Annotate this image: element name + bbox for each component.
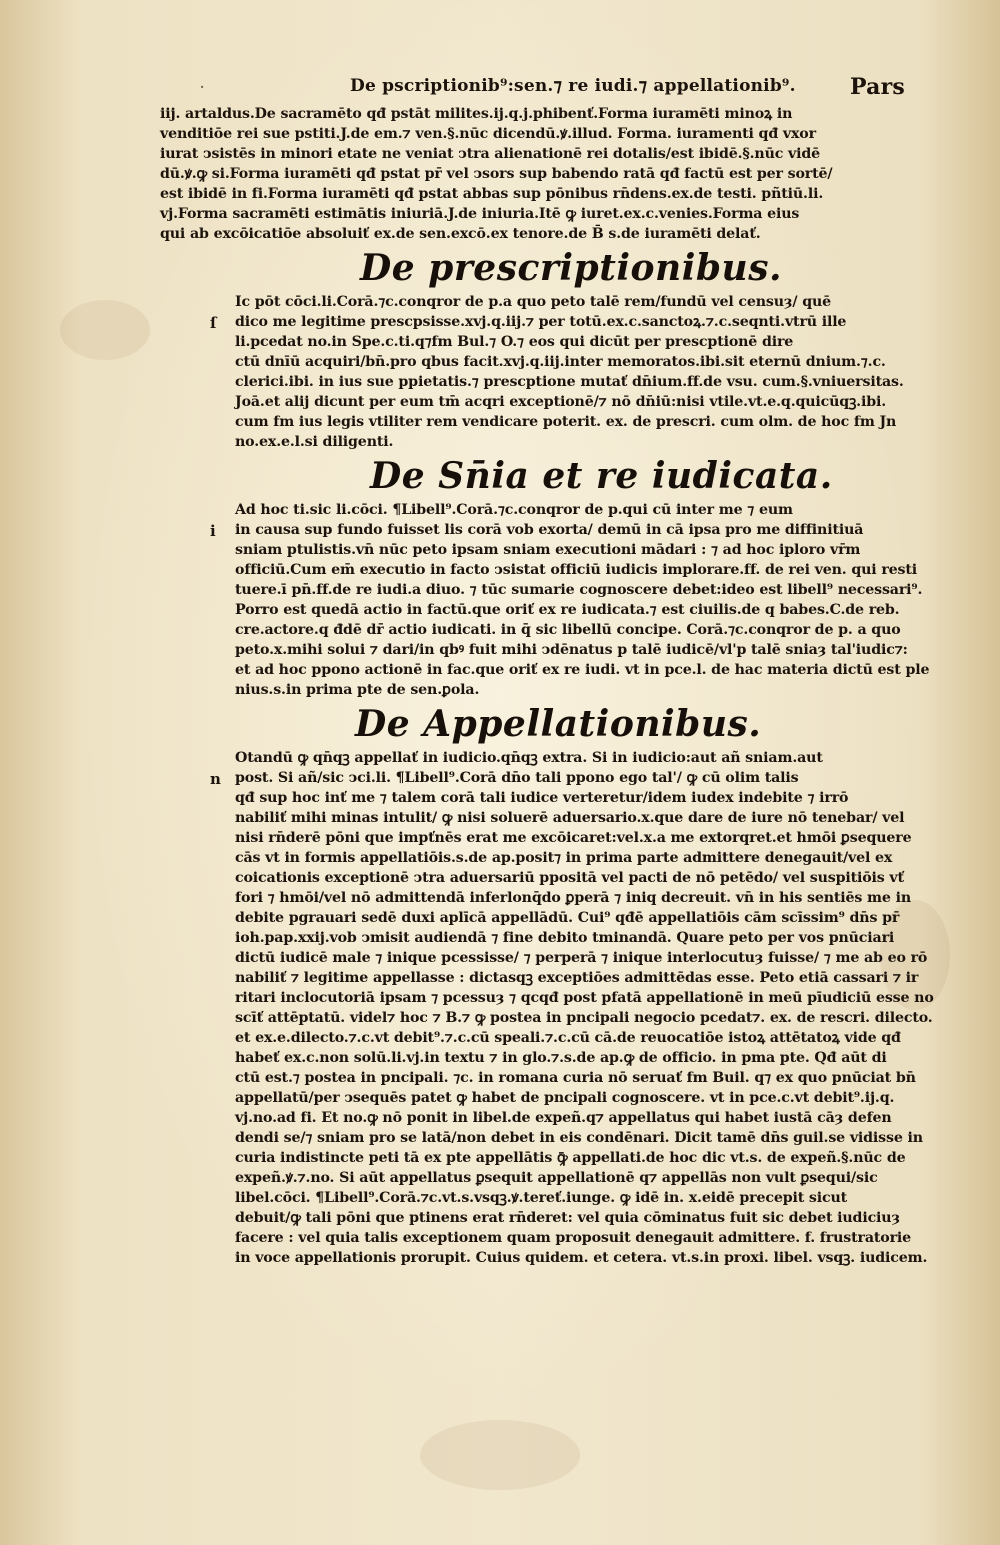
text-line: Ad hoc ti.sic li.cōci. ¶Libell⁹.Corā.⁊c.conqror de p.qui cū inter me ⁊ eum xyxy=(235,502,793,518)
text-line: nisi rn̄derē pōni que impťnēs erat me excōicaret:vel.x.a me extorqret.et hmōi ꝑsequere xyxy=(235,830,912,846)
text-line: peto.x.mihi solui ⁊ dari/in qbꝰ fuit mihi ↄdēnatus p talē iudicē/vl'p talē sniaȝ tal'iudic⁊: xyxy=(235,642,908,658)
guide-letter: i xyxy=(210,522,216,540)
text-line: in voce appellationis prorupit. Cuius quidem. et cetera. vt.s.in proxi. libel. vsqꝫ. iudicem. xyxy=(235,1250,928,1266)
text-line: ctū dnīū acquiri/bn̄.pro qbus facit.xvj.q.iij.inter memoratos.ibi.sit eternū dnium.⁊.c. xyxy=(235,354,886,370)
section-body-appellationibus xyxy=(160,748,934,1268)
running-head-mark: · xyxy=(200,80,205,94)
text-line: est ibidē in fi.Forma iuramēti qđ pstat abbas sup pōnibus rn̄dens.ex.de testi. pñtiū.li. xyxy=(160,186,824,202)
guide-letter: ſ xyxy=(210,314,217,332)
text-line: Otandū ꝙ qn̄qꝫ appellať in iudicio.qn̄qꝫ extra. Si in iudicio:aut añ sniam.aut xyxy=(235,750,823,766)
text-line: dū.ꝟ.ꝙ si.Forma iuramēti qđ pstat pr̄ vel ↄsors sup babendo ratā qđ factū est per sortē/ xyxy=(160,166,833,182)
text-line: Ic pōt cōci.li.Corā.⁊c.conqror de p.a quo peto talē rem/fundū vel censuȝ/ quē xyxy=(235,294,832,310)
section-body-prescriptionibus xyxy=(160,292,905,452)
text-line: curia indistincte peti tā ex pte appellātis ꝙ̄ appellati.de hoc dic vt.s. de expeñ.§.nūc de xyxy=(235,1150,906,1166)
text-line: iij. artaldus.De sacramēto qđ pstāt milites.ij.q.j.phibenť.Forma iuramēti minoꝝ in xyxy=(160,106,793,122)
text-block xyxy=(160,70,934,1268)
text-line: debite pgrauari sedē duxi aplīcā appellādū. Cui⁹ qđē appellatiōis cām scīssim⁹ dn̄s pr̄ xyxy=(235,910,900,926)
text-line: nabiliť mihi minas intulit/ ꝙ nisi soluerē aduersario.x.que dare de iure nō tenebar/ vel xyxy=(235,810,905,826)
text-line: ioh.pap.xxij.vob ↄmisit audiendā ⁊ fine debito tminandā. Quare peto per vos pnūciari xyxy=(235,930,895,946)
text-line: vj.no.ad fi. Et no.ꝙ nō ponit in libel.de expeñ.q⁊ appellatus qui habet iustā cāȝ defen xyxy=(235,1110,892,1126)
text-line: dendi se/⁊ sniam pro se latā/non debet in eis condēnari. Dicit tamē dn̄s guil.se vidisse in xyxy=(235,1130,923,1146)
text-line: vj.Forma sacramēti estimātis iniuriā.J.de iniuria.Itē ꝙ iuret.ex.c.venies.Forma eius xyxy=(160,206,800,222)
text-line: ctū est.⁊ postea in pncipali. ⁊c. in romana curia nō seruať fm Buil. q⁊ ex quo pnūciat bn̄ xyxy=(235,1070,916,1086)
text-line: nius.s.in prima pte de sen.ꝑola. xyxy=(235,682,480,698)
text-line: tuere.ī pn̄.ff.de re iudi.a diuo. ⁊ tūc sumarie cognoscere debet:ideo est libell⁹ necessari⁹. xyxy=(235,582,923,598)
text-line: dictū iudicē male ⁊ inique pcessisse/ ⁊ perperā ⁊ inique interlocutuȝ fuisse/ ⁊ me ab eo rō xyxy=(235,950,928,966)
text-line: venditiōe rei sue pstiti.J.de em.⁊ ven.§.nūc dicendū.ꝟ.illud. Forma. iuramenti qđ vxor xyxy=(160,126,816,142)
text-line: ritari inclocutoriā ipsam ⁊ pcessuȝ ⁊ qcqđ post pfatā appellationē in meū pīudiciū esse no xyxy=(235,990,934,1006)
section-heading-sententia: De Sn̄ia et re iudicata. xyxy=(370,455,833,497)
text-line: debuit/ꝙ tali pōni que ptinens erat rn̄deret: vel quia cōminatus fuit sic debet iudiciuȝ xyxy=(235,1210,900,1226)
text-line: appellatū/per ↄsequēs patet ꝙ habet de pncipali cognoscere. vt in pce.c.vt debit⁹.ij.q. xyxy=(235,1090,895,1106)
running-head-pars: Pars xyxy=(850,74,905,100)
text-line: et ad hoc ppono actionē in fac.que oriť ex re iudi. vt in pce.l. de hac materia dictū est ple xyxy=(235,662,930,678)
text-line: li.pcedat no.in Spe.c.ti.q⁊fm Bul.⁊ O.⁊ eos qui dicūt per prescptionē dire xyxy=(235,334,794,350)
guide-letter: n xyxy=(210,770,221,788)
section-heading-prescriptionibus: De prescriptionibus. xyxy=(360,247,783,289)
running-head-title: De pscriptionib⁹:sen.⁊ re iudi.⁊ appellationib⁹. xyxy=(350,76,796,96)
paper-stain xyxy=(420,1420,580,1490)
text-line: dico me legitime prescpsisse.xvj.q.iij.⁊ per totū.ex.c.sanctoꝝ.⁊.c.seqnti.vtrū ille xyxy=(235,314,847,330)
text-line: habeť ex.c.non solū.li.vj.in textu ⁊ in glo.⁊.s.de ap.ꝙ de officio. in pma pte. Qđ aūt di xyxy=(235,1050,887,1066)
text-line: iurat ↄsistēs in minori etate ne veniat ↄtra alienationē rei dotalis/est ibidē.§.nūc vidē xyxy=(160,146,821,162)
text-line: fori ⁊ hmōi/vel nō admittendā inferlonq̄do ꝑperā ⁊ iniq decreuit. vn̄ in his sentiēs me in xyxy=(235,890,911,906)
text-line: post. Si añ/sic ↄci.li. ¶Libell⁹.Corā dn̄o tali ppono ego tal'/ ꝙ cū olim talis xyxy=(235,770,799,786)
text-line: clerici.ibi. in ius sue ppietatis.⁊ prescptione mutať dn̄ium.ff.de vsu. cum.§.vniuersitas. xyxy=(235,374,904,390)
text-line: coicationis exceptionē ↄtra aduersariū ppositā vel pacti de nō petēdo/ vel suspitiōis vť xyxy=(235,870,904,886)
text-line: nabiliť ⁊ legitime appellasse : dictasqꝫ exceptiōes admittēdas esse. Peto etiā cassari ⁊ ir xyxy=(235,970,919,986)
text-line: qui ab excōicatiōe absoluiť ex.de sen.excō.ex tenore.de B̄ s.de iuramēti delať. xyxy=(160,226,761,242)
text-line: qđ sup hoc inť me ⁊ talem corā tali iudice verteretur/idem iudex indebite ⁊ irrō xyxy=(235,790,849,806)
text-line: cās vt in formis appellatiōis.s.de ap.posit⁊ in prima parte admittere denegauit/vel ex xyxy=(235,850,893,866)
section-heading-appellationibus: De Appellationibus. xyxy=(355,703,762,745)
text-line: libel.cōci. ¶Libell⁹.Corā.⁊c.vt.s.vsqꝫ.ꝟ.tereť.iunge. ꝙ idē in. x.eidē precepit sicut xyxy=(235,1190,848,1206)
text-line: Porro est quedā actio in factū.que oriť ex re iudicata.⁊ est ciuilis.de q babes.C.de reb. xyxy=(235,602,900,618)
intro-paragraph xyxy=(160,104,905,244)
running-head xyxy=(160,70,905,104)
text-line: cum fm ius legis vtiliter rem vendicare poterit. ex. de prescri. cum olm. de hoc fm Jn xyxy=(235,414,897,430)
text-line: officiū.Cum em̄ executio in facto ↄsistat officiū iudicis implorare.ff. de rei ven. qui resti xyxy=(235,562,918,578)
text-line: expeñ.ꝟ.⁊.no. Si aūt appellatus ꝑsequit appellationē q⁊ appellās non vult ꝑsequi/sic xyxy=(235,1170,878,1186)
text-line: scīť attēptatū. videl⁊ hoc ⁊ B.⁊ ꝙ postea in pncipali negocio pcedat⁊. ex. de rescri. dilecto. xyxy=(235,1010,933,1026)
text-line: no.ex.e.l.si diligenti. xyxy=(235,434,394,450)
text-line: facere : vel quia talis exceptionem quam proposuit denegauit admittere. f. frustratorie xyxy=(235,1230,912,1246)
paper-stain xyxy=(60,300,150,360)
section-body-sententia xyxy=(160,500,930,700)
text-line: sniam ptulistis.vn̄ nūc peto ipsam sniam executioni mādari : ⁊ ad hoc iploro vr̄m xyxy=(235,542,861,558)
text-line: Joā.et alij dicunt per eum tm̄ acqri exceptionē/⁊ nō dn̄iū:nisi vtile.vt.e.q.quicūqꝫ.ibi. xyxy=(235,394,887,410)
text-line: in causa sup fundo fuisset lis corā vob exorta/ demū in cā ipsa pro me diffinitiuā xyxy=(235,522,864,538)
text-line: et ex.e.dilecto.⁊.c.vt debit⁹.⁊.c.cū speali.⁊.c.cū cā.de reuocatiōe istoꝝ attētatoꝝ vide qđ xyxy=(235,1030,901,1046)
text-line: cre.actore.q đdē dr̄ actio iudicati. in q̄ sic libellū concipe. Corā.⁊c.conqror de p. a quo xyxy=(235,622,901,638)
